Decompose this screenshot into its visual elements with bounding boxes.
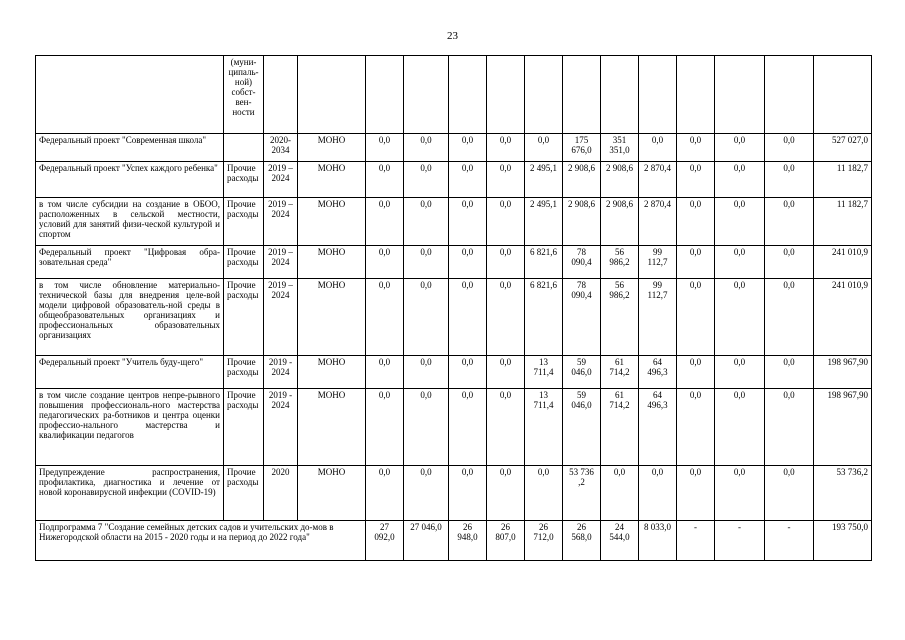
row-executor-cell: МОНО bbox=[298, 389, 366, 466]
row-value-cell: 0,0 bbox=[765, 198, 814, 246]
row-value-cell: 0,0 bbox=[366, 246, 404, 279]
row-name-cell: в том числе обновление материально-технической базы для внедрения целе-вой модели цифровой образователь-ной среды в общеобразовательных организациях и профессиональных образовательных организациях bbox=[36, 279, 224, 356]
row-value-cell: 99 112,7 bbox=[639, 246, 677, 279]
row-type-cell: Прочие расходы bbox=[224, 198, 264, 246]
subprogram-value-cell: 8 033,0 bbox=[639, 521, 677, 561]
row-value-cell: 0,0 bbox=[765, 466, 814, 521]
row-type-cell: Прочие расходы bbox=[224, 279, 264, 356]
row-executor-cell: МОНО bbox=[298, 134, 366, 162]
row-value-cell: 0,0 bbox=[715, 162, 765, 198]
row-name-cell: в том числе создание центров непре-рывного повышения профессиональ-ного мастерства педагогических ра-ботников и центра оценки профессио-нального мастерства и квалификации педагогов bbox=[36, 389, 224, 466]
row-period-cell: 2019 – 2024 bbox=[264, 162, 298, 198]
subprogram-value-cell: 26 568,0 bbox=[563, 521, 601, 561]
table-row bbox=[36, 162, 872, 198]
subprogram-value-cell: - bbox=[765, 521, 814, 561]
subprogram-value-cell: - bbox=[715, 521, 765, 561]
table-row bbox=[36, 279, 872, 356]
row-value-cell: 0,0 bbox=[366, 134, 404, 162]
row-value-cell: 0,0 bbox=[525, 134, 563, 162]
row-value-cell: 0,0 bbox=[765, 279, 814, 356]
row-value-cell: 2 908,6 bbox=[601, 162, 639, 198]
table-row bbox=[36, 356, 872, 389]
row-type-cell: Прочие расходы bbox=[224, 389, 264, 466]
row-value-cell: 0,0 bbox=[449, 356, 487, 389]
row-value-cell: 0,0 bbox=[404, 246, 449, 279]
row-value-cell: 0,0 bbox=[366, 198, 404, 246]
row-value-cell: 175 676,0 bbox=[563, 134, 601, 162]
row-type-cell: Прочие расходы bbox=[224, 246, 264, 279]
header-cell bbox=[601, 56, 639, 134]
subprogram-value-cell: 24 544,0 bbox=[601, 521, 639, 561]
row-period-cell: 2019 - 2024 bbox=[264, 389, 298, 466]
header-cell bbox=[563, 56, 601, 134]
row-value-cell: 0,0 bbox=[404, 389, 449, 466]
row-type-cell: Прочие расходы bbox=[224, 356, 264, 389]
row-executor-cell: МОНО bbox=[298, 246, 366, 279]
row-name-cell: Предупреждение распространения, профилактика, диагностика и лечение от новой коронавирусной инфекции (COVID-19) bbox=[36, 466, 224, 521]
row-name-cell: в том числе субсидии на создание в ОБОО, расположенных в сельской местности, условий для занятий физи-ческой культурой и спортом bbox=[36, 198, 224, 246]
row-name-cell: Федеральный проект "Цифровая обра-зовательная среда" bbox=[36, 246, 224, 279]
header-cell bbox=[525, 56, 563, 134]
row-type-cell: Прочие расходы bbox=[224, 162, 264, 198]
row-value-cell: 0,0 bbox=[677, 198, 715, 246]
row-value-cell: 0,0 bbox=[366, 389, 404, 466]
row-value-cell: 0,0 bbox=[765, 389, 814, 466]
row-total-cell: 53 736,2 bbox=[814, 466, 872, 521]
subprogram-name-cell: Подпрограмма 7 "Создание семейных детских садов и учительских до-мов в Нижегородской области на 2015 - 2020 годы и на период до 2022 года" bbox=[36, 521, 366, 561]
row-value-cell: 2 908,6 bbox=[563, 198, 601, 246]
row-value-cell: 0,0 bbox=[404, 466, 449, 521]
table-row bbox=[36, 246, 872, 279]
row-executor-cell: МОНО bbox=[298, 162, 366, 198]
row-value-cell: 0,0 bbox=[366, 162, 404, 198]
row-value-cell: 0,0 bbox=[677, 356, 715, 389]
budget-table bbox=[35, 55, 872, 561]
table-row bbox=[36, 134, 872, 162]
row-value-cell: 0,0 bbox=[404, 162, 449, 198]
row-total-cell: 11 182,7 bbox=[814, 162, 872, 198]
table-row bbox=[36, 198, 872, 246]
row-executor-cell: МОНО bbox=[298, 356, 366, 389]
row-value-cell: 0,0 bbox=[715, 466, 765, 521]
row-value-cell: 0,0 bbox=[639, 134, 677, 162]
row-period-cell: 2019 – 2024 bbox=[264, 198, 298, 246]
row-value-cell: 0,0 bbox=[449, 279, 487, 356]
row-value-cell: 6 821,6 bbox=[525, 246, 563, 279]
row-value-cell: 59 046,0 bbox=[563, 356, 601, 389]
header-cell bbox=[264, 56, 298, 134]
row-value-cell: 0,0 bbox=[366, 466, 404, 521]
row-value-cell: 0,0 bbox=[487, 279, 525, 356]
row-value-cell: 0,0 bbox=[366, 356, 404, 389]
header-cell bbox=[449, 56, 487, 134]
row-value-cell: 2 495,1 bbox=[525, 162, 563, 198]
row-value-cell: 0,0 bbox=[715, 198, 765, 246]
row-value-cell: 61 714,2 bbox=[601, 389, 639, 466]
row-value-cell: 0,0 bbox=[449, 162, 487, 198]
row-value-cell: 2 908,6 bbox=[601, 198, 639, 246]
row-value-cell: 0,0 bbox=[487, 466, 525, 521]
row-value-cell: 78 090,4 bbox=[563, 279, 601, 356]
row-value-cell: 351 351,0 bbox=[601, 134, 639, 162]
row-value-cell: 53 736 ,2 bbox=[563, 466, 601, 521]
table-row bbox=[36, 389, 872, 466]
header-cell bbox=[639, 56, 677, 134]
row-value-cell: 0,0 bbox=[487, 246, 525, 279]
row-value-cell: 0,0 bbox=[525, 466, 563, 521]
row-period-cell: 2019 - 2024 bbox=[264, 356, 298, 389]
row-value-cell: 0,0 bbox=[487, 356, 525, 389]
header-cell bbox=[487, 56, 525, 134]
row-value-cell: 99 112,7 bbox=[639, 279, 677, 356]
row-executor-cell: МОНО bbox=[298, 466, 366, 521]
row-name-cell: Федеральный проект "Современная школа" bbox=[36, 134, 224, 162]
row-value-cell: 2 870,4 bbox=[639, 198, 677, 246]
row-total-cell: 527 027,0 bbox=[814, 134, 872, 162]
row-value-cell: 0,0 bbox=[639, 466, 677, 521]
row-type-cell: Прочие расходы bbox=[224, 466, 264, 521]
row-value-cell: 2 908,6 bbox=[563, 162, 601, 198]
row-value-cell: 2 495,1 bbox=[525, 198, 563, 246]
row-executor-cell: МОНО bbox=[298, 279, 366, 356]
row-value-cell: 64 496,3 bbox=[639, 356, 677, 389]
row-value-cell: 0,0 bbox=[366, 279, 404, 356]
row-period-cell: 2020 bbox=[264, 466, 298, 521]
row-value-cell: 0,0 bbox=[715, 134, 765, 162]
subprogram-value-cell: 26 948,0 bbox=[449, 521, 487, 561]
row-period-cell: 2019 – 2024 bbox=[264, 279, 298, 356]
row-value-cell: 61 714,2 bbox=[601, 356, 639, 389]
subprogram-value-cell: 27 046,0 bbox=[404, 521, 449, 561]
row-period-cell: 2019 – 2024 bbox=[264, 246, 298, 279]
row-value-cell: 0,0 bbox=[715, 389, 765, 466]
row-type-cell bbox=[224, 134, 264, 162]
subprogram-value-cell: 26 712,0 bbox=[525, 521, 563, 561]
row-value-cell: 0,0 bbox=[715, 279, 765, 356]
row-value-cell: 0,0 bbox=[677, 466, 715, 521]
table-row bbox=[36, 466, 872, 521]
row-value-cell: 0,0 bbox=[487, 162, 525, 198]
subprogram-value-cell: 27 092,0 bbox=[366, 521, 404, 561]
subprogram-value-cell: - bbox=[677, 521, 715, 561]
row-value-cell: 0,0 bbox=[449, 198, 487, 246]
row-value-cell: 0,0 bbox=[487, 134, 525, 162]
page-number: 23 bbox=[447, 30, 458, 42]
row-value-cell: 0,0 bbox=[487, 389, 525, 466]
header-cell bbox=[404, 56, 449, 134]
row-value-cell: 0,0 bbox=[404, 198, 449, 246]
row-value-cell: 0,0 bbox=[449, 389, 487, 466]
row-value-cell: 6 821,6 bbox=[525, 279, 563, 356]
row-value-cell: 0,0 bbox=[487, 198, 525, 246]
row-value-cell: 13 711,4 bbox=[525, 389, 563, 466]
row-value-cell: 0,0 bbox=[677, 279, 715, 356]
row-value-cell: 0,0 bbox=[715, 356, 765, 389]
header-cell bbox=[715, 56, 765, 134]
row-value-cell: 0,0 bbox=[765, 246, 814, 279]
row-value-cell: 0,0 bbox=[404, 279, 449, 356]
row-value-cell: 59 046,0 bbox=[563, 389, 601, 466]
header-cell bbox=[298, 56, 366, 134]
row-value-cell: 0,0 bbox=[449, 246, 487, 279]
row-value-cell: 0,0 bbox=[765, 134, 814, 162]
row-total-cell: 198 967,90 bbox=[814, 356, 872, 389]
header-cell bbox=[366, 56, 404, 134]
row-total-cell: 198 967,90 bbox=[814, 389, 872, 466]
row-value-cell: 64 496,3 bbox=[639, 389, 677, 466]
header-cell bbox=[814, 56, 872, 134]
row-total-cell: 11 182,7 bbox=[814, 198, 872, 246]
row-value-cell: 56 986,2 bbox=[601, 279, 639, 356]
row-total-cell: 241 010,9 bbox=[814, 246, 872, 279]
header-continuation-row bbox=[36, 56, 872, 134]
row-value-cell: 0,0 bbox=[677, 134, 715, 162]
header-cell bbox=[765, 56, 814, 134]
row-value-cell: 2 870,4 bbox=[639, 162, 677, 198]
row-value-cell: 0,0 bbox=[449, 134, 487, 162]
row-value-cell: 0,0 bbox=[677, 162, 715, 198]
row-value-cell: 0,0 bbox=[404, 134, 449, 162]
subprogram-value-cell: 26 807,0 bbox=[487, 521, 525, 561]
header-cell-name bbox=[36, 56, 224, 134]
row-period-cell: 2020-2034 bbox=[264, 134, 298, 162]
row-value-cell: 13 711,4 bbox=[525, 356, 563, 389]
row-value-cell: 0,0 bbox=[601, 466, 639, 521]
row-value-cell: 0,0 bbox=[765, 162, 814, 198]
subprogram-row bbox=[36, 521, 872, 561]
row-value-cell: 0,0 bbox=[715, 246, 765, 279]
row-value-cell: 0,0 bbox=[677, 246, 715, 279]
row-value-cell: 0,0 bbox=[677, 389, 715, 466]
row-value-cell: 0,0 bbox=[765, 356, 814, 389]
header-cell bbox=[677, 56, 715, 134]
row-name-cell: Федеральный проект "Успех каждого ребенка" bbox=[36, 162, 224, 198]
header-cell-type: (муни-ципаль-ной) собст-вен-ности bbox=[224, 56, 264, 134]
row-value-cell: 0,0 bbox=[404, 356, 449, 389]
row-total-cell: 241 010,9 bbox=[814, 279, 872, 356]
row-value-cell: 56 986,2 bbox=[601, 246, 639, 279]
subprogram-total-cell: 193 750,0 bbox=[814, 521, 872, 561]
row-name-cell: Федеральный проект "Учитель буду-щего" bbox=[36, 356, 224, 389]
row-executor-cell: МОНО bbox=[298, 198, 366, 246]
row-value-cell: 78 090,4 bbox=[563, 246, 601, 279]
row-value-cell: 0,0 bbox=[449, 466, 487, 521]
